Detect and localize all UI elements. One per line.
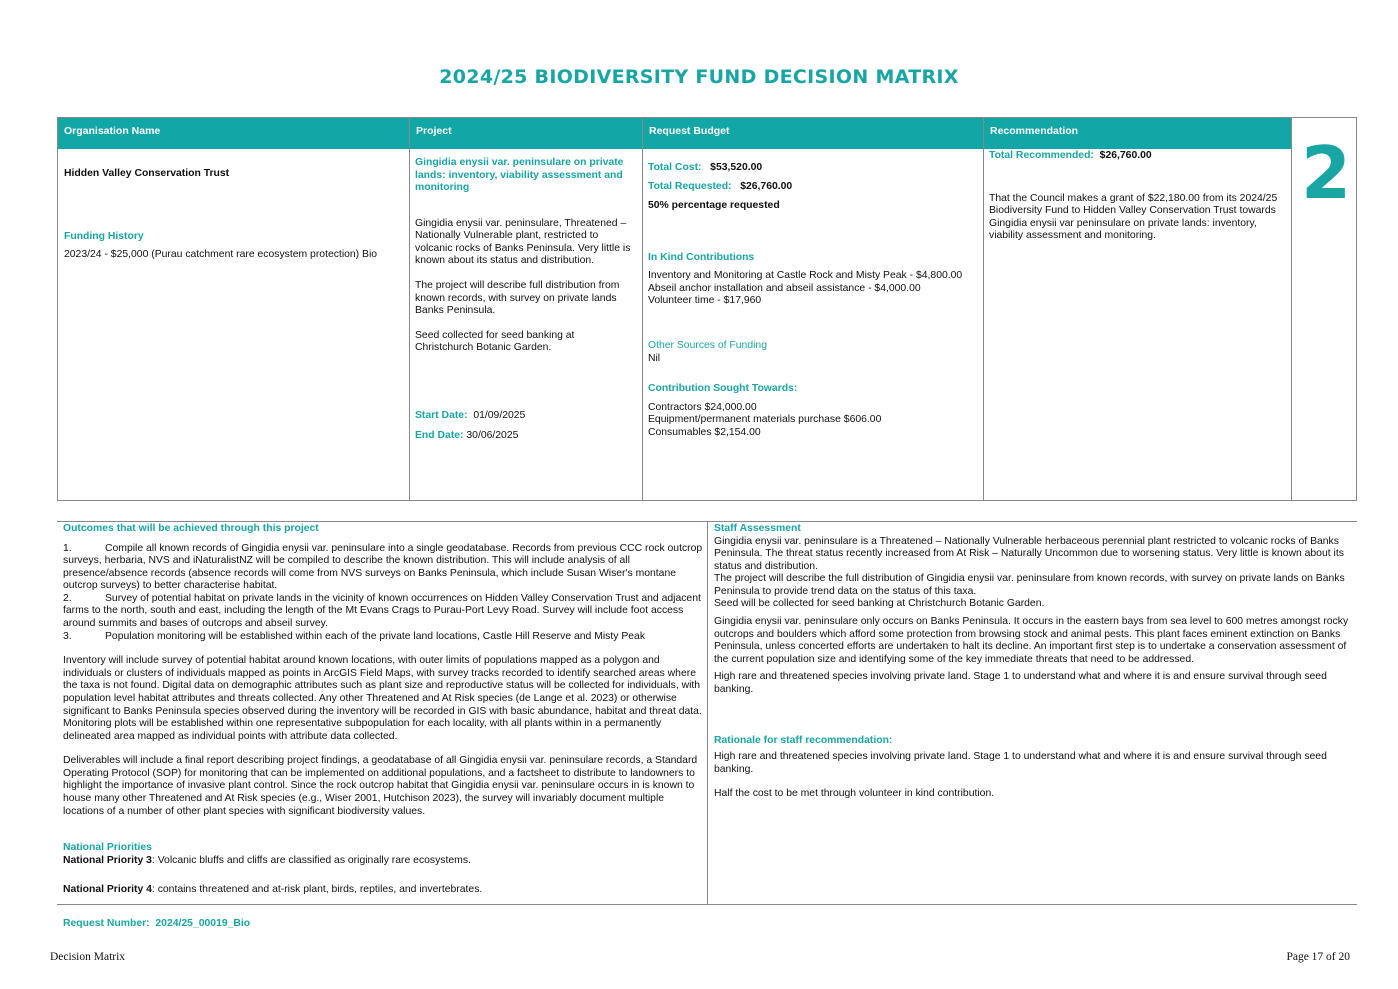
staff-assessment-p3: Seed will be collected for seed banking at Christchurch Botanic Garden. (714, 598, 1045, 610)
outcomes-inventory: Inventory will include survey of potential habitat around known locations, with outer limits of populations mapped as a polygon and individuals or clusters of individuals mapped as points in ArcGIS Field Maps, with survey tracks recorded to identify searched areas where the taxa is not found. Digital data on demographic attributes such as plant size and reproductive status will be collected for individuals, with population level habitat attributes and threats collected. Any other Threatened and At Risk species (de Lange et al. 2023) or otherwise significant to Banks Peninsula species observed during the inventory will be recorded in GIS with basic abundance, habitat and threat data. Monitoring plots will be established within one representative subpopulation for each locality, with all plants within in a permanently delineated area mapped as individual points with attribute data collected. (63, 655, 702, 742)
project-title: Gingidia enysii var. peninsulare on private lands: inventory, viability assessment and monitoring (415, 157, 624, 194)
request-number-value: 2024/25_00019_Bio (155, 918, 251, 929)
priority-number: 2 (1301, 131, 1352, 215)
staff-assessment-label: Staff Assessment (714, 523, 801, 534)
project-desc-2: The project will describe full distribution from known records, with survey on private lands Banks Peninsula. (415, 280, 620, 317)
in-kind-label: In Kind Contributions (648, 251, 755, 263)
decision-table (57, 117, 1357, 501)
in-kind-item: Inventory and Monitoring at Castle Rock and Misty Peak - $4,800.00 (648, 270, 963, 282)
staff-assessment-p1: Gingidia enysii var. peninsulare is a Threatened – Nationally Vulnerable herbaceous perennial plant restricted to volcanic rocks of Banks Peninsula. The threat status recently increased from At Risk – Naturally Uncommon due to worsening status. Very little is known about its status and distribution. (714, 535, 1344, 572)
request-number: Request Number: 2024/25_00019_Bio (63, 918, 251, 929)
staff-assessment-p4: Gingidia enysii var. peninsulare only occurs on Banks Peninsula. It occurs in the eastern bays from sea level to 600 metres amongst rocky outcrops and boulders which afford some protection from browsing stock and animal pests. This plant faces eminent extinction on Banks Peninsula, unless concerted efforts are undertaken to halt its decline. An important first step is to undertake a conservation assessment of the current population size and identifying some of the key immediate threats that need to be addressed. (714, 616, 1349, 665)
header-recommendation: Recommendation (984, 118, 1291, 149)
list-item: 3. Population monitoring will be established within each of the private land locations, Castle Hill Reserve and Misty Peak (63, 630, 646, 642)
rationale-p2: Half the cost to be met through volunteer in kind contribution. (714, 788, 995, 800)
end-date-label: End Date: (415, 429, 464, 441)
outcomes-section (63, 523, 703, 897)
project-cell (415, 157, 635, 442)
funding-history-label: Funding History (64, 230, 144, 242)
list-item: 1. Compile all known records of Gingidia enysii var. peninsulare into a single geodatabase. Records from previous CCC rock outcrop surveys, herbaria, NVS and iNaturalistNZ will be compiled to describe the known distribution. This will include analysis of all presence/absence records (absence records will come from NVS surveys on Banks Peninsula, which include Susan Wiser's montane outcrop surveys) to better characterise habitat. (63, 542, 703, 592)
percentage-requested: 50% percentage requested (648, 200, 780, 212)
outcomes-label: Outcomes that will be achieved through this project (63, 523, 319, 534)
national-priority-4-text: : contains threatened and at-risk plant, birds, reptiles, and invertebrates. (151, 884, 483, 896)
staff-assessment-p5: High rare and threatened species involving private land. Stage 1 to understand what and where it is and ensure survival through seed banking. (714, 671, 1327, 695)
total-cost-label: Total Cost: (648, 162, 702, 173)
total-recommended: $26,760.00 (1099, 150, 1152, 161)
header-organisation: Organisation Name (58, 118, 409, 149)
sought-item: Contractors $24,000.00 (648, 401, 757, 413)
sought-label: Contribution Sought Towards: (648, 383, 798, 395)
other-sources: Nil (648, 352, 661, 364)
header-project: Project (410, 118, 642, 149)
sought-item: Equipment/permanent materials purchase $606.00 (648, 414, 882, 426)
organisation-cell (64, 168, 399, 262)
rationale-p1: High rare and threatened species involving private land. Stage 1 to understand what and where it is and ensure survival through seed banking. (714, 751, 1327, 775)
other-sources-label: Other Sources of Funding (648, 340, 767, 352)
budget-cell (648, 162, 978, 440)
start-date-label: Start Date: (415, 409, 468, 421)
funding-history: 2023/24 - $25,000 (Purau catchment rare ecosystem protection) Bio (64, 249, 378, 261)
list-item: 2. Survey of potential habitat on private lands in the vicinity of known occurrences on Hidden Valley Conservation Trust and adjacent farms to the north, south and east, including the length of the Mt Evans Crags to Purau-Port Levy Road. Survey will include foot access around summits and bases of outcrops and abseil survey. (63, 592, 701, 630)
total-requested: $26,760.00 (740, 180, 793, 192)
staff-assessment-section (714, 523, 1354, 801)
header-budget: Request Budget (643, 118, 983, 149)
national-priority-3-label: National Priority 3 (63, 854, 152, 866)
project-desc-1: Gingidia enysii var. peninsulare, Threatened – Nationally Vulnerable plant, restricted to volcanic rocks of Banks Peninsula. Very little is known about its status and distribution. (415, 217, 631, 267)
page-number: Page 17 of 20 (1286, 951, 1350, 963)
national-priorities-label: National Priorities (63, 842, 152, 854)
page-title: 2024/25 BIODIVERSITY FUND DECISION MATRIX (439, 66, 959, 88)
footer-left: Decision Matrix (50, 951, 126, 963)
national-priority-3-text: : Volcanic bluffs and cliffs are classified as originally rare ecosystems. (151, 854, 471, 866)
national-priority-4-label: National Priority 4 (63, 884, 152, 896)
rationale-label: Rationale for staff recommendation: (714, 734, 893, 746)
project-desc-3: Seed collected for seed banking at Christchurch Botanic Garden. (415, 329, 575, 354)
total-cost: $53,520.00 (710, 162, 763, 173)
start-date: 01/09/2025 (473, 409, 526, 421)
staff-assessment-p2: The project will describe the full distribution of Gingidia enysii var. peninsulare from known records, with survey on private lands on Banks Peninsula to provide trend data on the status of this taxa. (714, 573, 1345, 597)
sought-item: Consumables $2,154.00 (648, 426, 761, 438)
recommendation-cell (989, 150, 1287, 243)
recommendation-text: That the Council makes a grant of $22,180.00 from its 2024/25 Biodiversity Fund to Hidden Valley Conservation Trust towards Gingidia enysii var peninsulare on private lands: inventory, viability assessment and monitoring. (989, 192, 1278, 242)
organisation-name: Hidden Valley Conservation Trust (64, 168, 230, 179)
end-date: 30/06/2025 (466, 429, 519, 441)
total-requested-label: Total Requested: (648, 180, 732, 192)
in-kind-item: Abseil anchor installation and abseil assistance - $4,000.00 (648, 282, 921, 294)
in-kind-item: Volunteer time - $17,960 (648, 295, 762, 307)
outcomes-deliverables: Deliverables will include a final report describing project findings, a geodatabase of all Gingidia enysii var. peninsulare records, a Standard Operating Protocol (SOP) for monitoring that can be implemented on additional populations, and a factsheet to distribute to landowners to highlight the importance of invasive plant control. Since the rock outcrop habitat that Gingidia enysii var. peninsulare occurs in is known to house many other Threatened and At Risk species (e.g., Wiser 2001, Hutchison 2023), the survey will invariably document multiple locations of a number of other plant species with significant biodiversity values. (63, 755, 698, 817)
total-recommended-label: Total Recommended: (989, 150, 1094, 161)
